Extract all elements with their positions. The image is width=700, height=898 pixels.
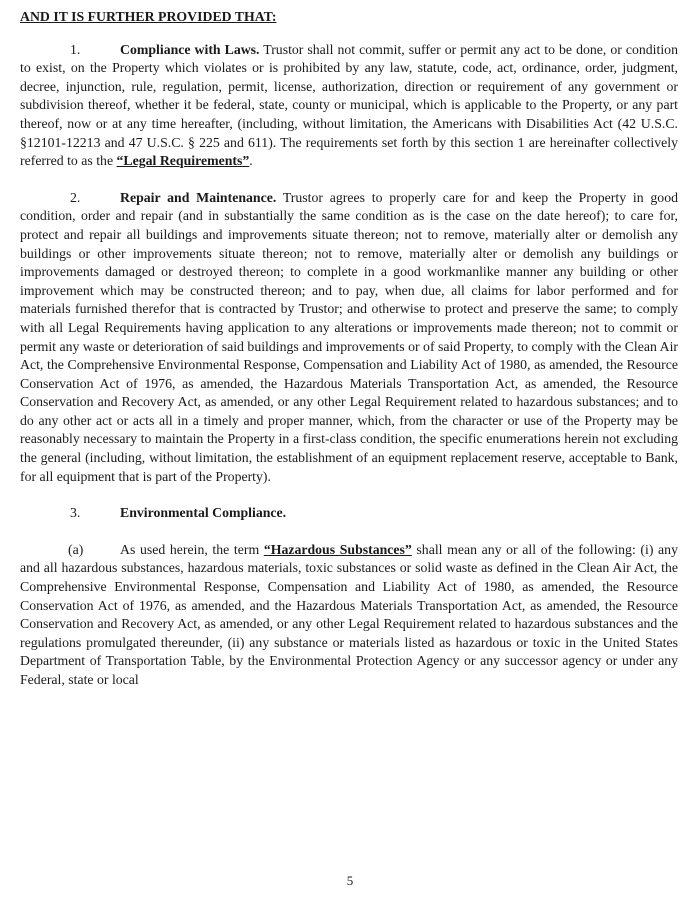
section-2-number: 2.	[70, 189, 81, 205]
hazardous-substances-term: “Hazardous Substances”	[263, 541, 412, 557]
section-heading: AND IT IS FURTHER PROVIDED THAT:	[20, 9, 277, 24]
section-2-text: Trustor agrees to properly care for and keep the Property in good condition, order and repair (and in substantially the same condition as is the case on the date hereof); to care for, protect and repair all buildings and improvements situate thereon; not to remove, materially alter or demolish any buildings or other improvements situate thereon; not to remove, materially alter or demolish any buildings or improvements damaged or destroyed thereon; to complete in a good workmanlike manner any building or other improvement which may be constructed thereon; and to pay, when due, all claims for labor performed and for materials furnished therefor that is contracted by Trustor; and otherwise to protect and preserve the same; to comply with all Legal Requirements having application to any alterations or improvements made thereon; not to commit or permit any waste or deterioration of said buildings and improvements or of said Property, to comply with the Clean Air Act, the Comprehensive Environmental Response, Compensation and Liability Act of 1980, as amended, the Resource Conservation Act of 1976, as amended, the Hazardous Materials Transportation Act, as amended, the Resource Conservation and Recovery Act, as amended, or any other Legal Requirement related to hazardous substances; and to do any other act or acts all in a timely and proper manner, which, from the character or use of the Property may be reasonably necessary to maintain the Property in a first-class condition, the specific enumerations herein not excluding the general (including, without limitation, the establishment of an equipment replacement reserve, acceptable to Bank, for all equipment that is part of the Property).	[20, 189, 678, 484]
section-2-paragraph	[20, 189, 678, 487]
subsection-a-label: (a)	[68, 541, 84, 557]
section-3-title: Environmental Compliance.	[120, 505, 287, 521]
legal-requirements-term: “Legal Requirements”	[116, 153, 250, 169]
section-3-number: 3.	[70, 505, 81, 521]
subsection-a-text: As used herein, the term	[120, 541, 264, 557]
page-number: 5	[346, 873, 354, 888]
subsection-a-text-end: shall mean any or all of the following: (i) any and all hazardous substances, hazardous materials, toxic substances or solid waste as defined in the Clean Air Act, the Comprehensive Environmental Response, Compensation and Liability Act of 1980, as amended, the Resource Conservation Act of 1976, as amended, and the Hazardous Materials Transportation Act, as amended, the Resource Conservation and Recovery Act, as amended, or any other Legal Requirement related to hazardous substances and the regulations promulgated thereunder, (ii) any substance or materials listed as hazardous or toxic in the United States Department of Transportation Table, by the Environmental Protection Agency or any successor agency or under any Federal, state or local	[20, 541, 678, 687]
section-1-number: 1.	[70, 41, 81, 57]
section-3-paragraph	[20, 504, 678, 523]
section-2-title: Repair and Maintenance.	[120, 189, 277, 205]
section-1-paragraph	[20, 41, 678, 171]
section-1-title: Compliance with Laws.	[120, 41, 260, 57]
section-1-text: Trustor shall not commit, suffer or permit any act to be done, or condition to exist, on the Property which violates or is prohibited by any law, statute, code, act, ordinance, order, judgment, decree, injunction, rule, regulation, permit, license, authorization, direction or requirement of any government or subdivision thereof, whether it be federal, state, county or municipal, which is applicable to the Property, or any part thereof, now or at any time hereafter, (including, without limitation, the Americans with Disabilities Act (42 U.S.C. §12101-12213 and 47 U.S.C. § 225 and 611). The requirements set forth by this section 1 are hereinafter collectively referred to as the	[20, 41, 678, 169]
section-1-text-end: .	[249, 153, 253, 169]
subsection-a-paragraph	[20, 541, 678, 690]
